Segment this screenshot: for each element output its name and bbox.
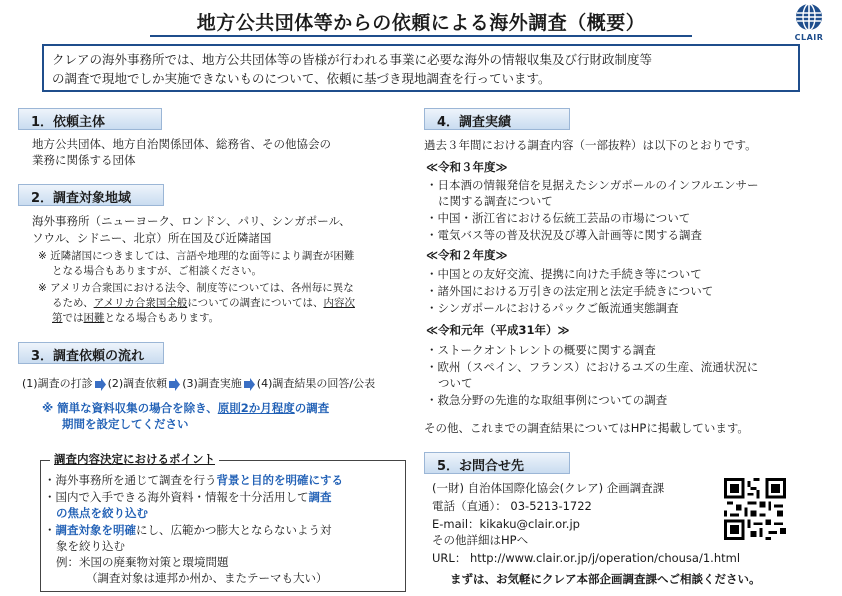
- note-underlined: アメリカ合衆国全般: [93, 297, 188, 309]
- section-2-note-1-line-1: ※ 近隣諸国につきましては、言語や地理的な面等により調査が困難: [38, 250, 355, 262]
- section-3-note-line-1: [42, 400, 329, 416]
- section-4-heading: 4．調査実績: [424, 108, 570, 130]
- flow-step-3: (3)調査実施: [182, 377, 242, 390]
- globe-icon: [784, 2, 834, 34]
- section-5-heading: 5．お問合せ先: [424, 452, 570, 474]
- note-text: では: [62, 312, 84, 324]
- r1-item-3: ・救急分野の先進的な取組事例についての調査: [426, 393, 668, 407]
- note-text: の調査: [294, 401, 330, 415]
- point-2-line-1: [44, 489, 332, 505]
- flow-step-4: (4)調査結果の回答/公表: [256, 377, 376, 390]
- r2-item-2: ・諸外国における万引きの法定刑と法定手続きについて: [426, 284, 714, 298]
- point-highlight: 背景と目的を明確にする: [216, 473, 343, 487]
- title-underline: [150, 35, 692, 37]
- page-title: 地方公共団体等からの依頼による海外調査（概要）: [196, 12, 646, 34]
- section-4-intro: 過去３年間における調査内容（一部抜粋）は以下のとおりです。: [424, 138, 757, 152]
- point-highlight: 調査対象を明確: [55, 523, 136, 537]
- year-r2-heading: ≪令和２年度≫: [426, 248, 508, 262]
- note-text: ※ 簡単な資料収集の場合を除き、: [42, 401, 218, 415]
- note-underlined: 原則2か月程度: [217, 401, 295, 415]
- section-2-note-2-line-3: [52, 311, 219, 325]
- point-2-line-2: の焦点を絞り込む: [56, 506, 148, 520]
- r1-item-1: ・ストークオントレントの概要に関する調査: [426, 343, 656, 357]
- r3-item-2: ・中国・浙江省における伝統工芸品の市場について: [426, 211, 691, 225]
- r2-item-3: ・シンガポールにおけるパックご飯流通実態調査: [426, 301, 679, 315]
- r3-item-1-cont: に関する調査について: [438, 194, 553, 208]
- point-text: ・: [44, 523, 56, 537]
- flow-step-1: (1)調査の打診: [22, 377, 93, 390]
- point-3-line-1: [44, 522, 332, 538]
- point-highlight: 調査: [308, 490, 332, 504]
- intro-box: [42, 44, 800, 92]
- point-3-line-2: 象を絞り込む: [56, 539, 125, 553]
- section-2-note-2-line-1: ※ アメリカ合衆国における法令、制度等については、各州毎に異な: [38, 282, 354, 294]
- section-4-outro: その他、これまでの調査結果についてはHPに掲載しています。: [424, 421, 749, 435]
- intro-line-1: クレアの海外事務所では、地方公共団体等の皆様が行われる事業に必要な海外の情報収集及び行財政制度等: [52, 52, 653, 67]
- r1-item-2: ・欧州（スペイン、フランス）におけるユズの生産、流通状況に: [426, 360, 759, 374]
- section-2-heading: 2．調査対象地域: [18, 184, 164, 206]
- note-underlined: 内容次: [323, 297, 355, 309]
- arrow-right-icon: [243, 378, 256, 391]
- point-text: ・海外事務所を通じて調査を行う: [44, 473, 217, 487]
- note-text: となる場合もあります。: [104, 312, 220, 324]
- r1-item-2-cont: ついて: [438, 376, 473, 390]
- request-flow: [22, 377, 375, 391]
- point-text: ・国内で入手できる海外資料・情報を十分活用して: [44, 490, 309, 504]
- note-underlined: 困難: [83, 312, 105, 324]
- point-example-2: （調査対象は連邦か州か、またテーマも大い）: [86, 571, 328, 585]
- section-2-note-1-line-2: となる場合もありますが、ご相談ください。: [52, 265, 262, 277]
- section-1-line-2: 業務に関係する団体: [32, 153, 136, 167]
- closing-message: まずは、お気軽にクレア本部企画調査課へご相談ください。: [450, 572, 761, 586]
- note-underlined: 第: [52, 312, 63, 324]
- qr-code-icon: [724, 478, 786, 540]
- r3-item-3: ・電気バス等の普及状況及び導入計画等に関する調査: [426, 228, 702, 242]
- contact-email[interactable]: E-mail：kikaku@clair.or.jp: [432, 517, 580, 531]
- note-text: についての調査については、: [187, 297, 324, 309]
- contact-org: (一財) 自治体国際化協会(クレア) 企画調査課: [432, 481, 665, 495]
- clair-logo: [784, 2, 834, 46]
- logo-text: CLAIR: [794, 33, 824, 42]
- intro-line-2: の調査で現地でしか実施できないものについて、依頼に基づき現地調査を行っています。: [52, 71, 551, 86]
- points-box-title: 調査内容決定におけるポイント: [50, 451, 219, 467]
- section-3-note-line-2: 期間を設定してください: [62, 417, 189, 431]
- point-1: [44, 472, 343, 488]
- contact-url[interactable]: URL： http://www.clair.or.jp/j/operation/chousa/1.html: [432, 551, 741, 565]
- section-2-line-1: 海外事務所（ニューヨーク、ロンドン、パリ、シンガポール、: [32, 214, 351, 228]
- section-2-note-2-line-2: [52, 296, 355, 310]
- section-1-heading: 1．依頼主体: [18, 108, 162, 130]
- flow-step-2: (2)調査依頼: [107, 377, 168, 390]
- arrow-right-icon: [94, 378, 107, 391]
- arrow-right-icon: [168, 378, 181, 391]
- contact-more: その他詳細はHPへ: [432, 533, 529, 547]
- contact-tel: 電話（直通）： 03-5213-1722: [432, 499, 592, 513]
- r3-item-1: ・日本酒の情報発信を見据えたシンガポールのインフルエンサー: [426, 178, 759, 192]
- section-1-line-1: 地方公共団体、地方自治関係団体、総務省、その他協会の: [32, 137, 331, 151]
- section-3-heading: 3．調査依頼の流れ: [18, 342, 164, 364]
- year-r1-heading: ≪令和元年（平成31年）≫: [426, 323, 570, 337]
- section-2-line-2: ソウル、シドニー、北京）所在国及び近隣諸国: [32, 231, 272, 245]
- point-text: にし、広範かつ膨大とならないよう対: [136, 523, 332, 537]
- r2-item-1: ・中国との友好交流、提携に向けた手続き等について: [426, 267, 702, 281]
- note-text: るため、: [52, 297, 94, 309]
- point-example-1: 例：米国の廃棄物対策と環境問題: [56, 555, 229, 569]
- year-r3-heading: ≪令和３年度≫: [426, 160, 508, 174]
